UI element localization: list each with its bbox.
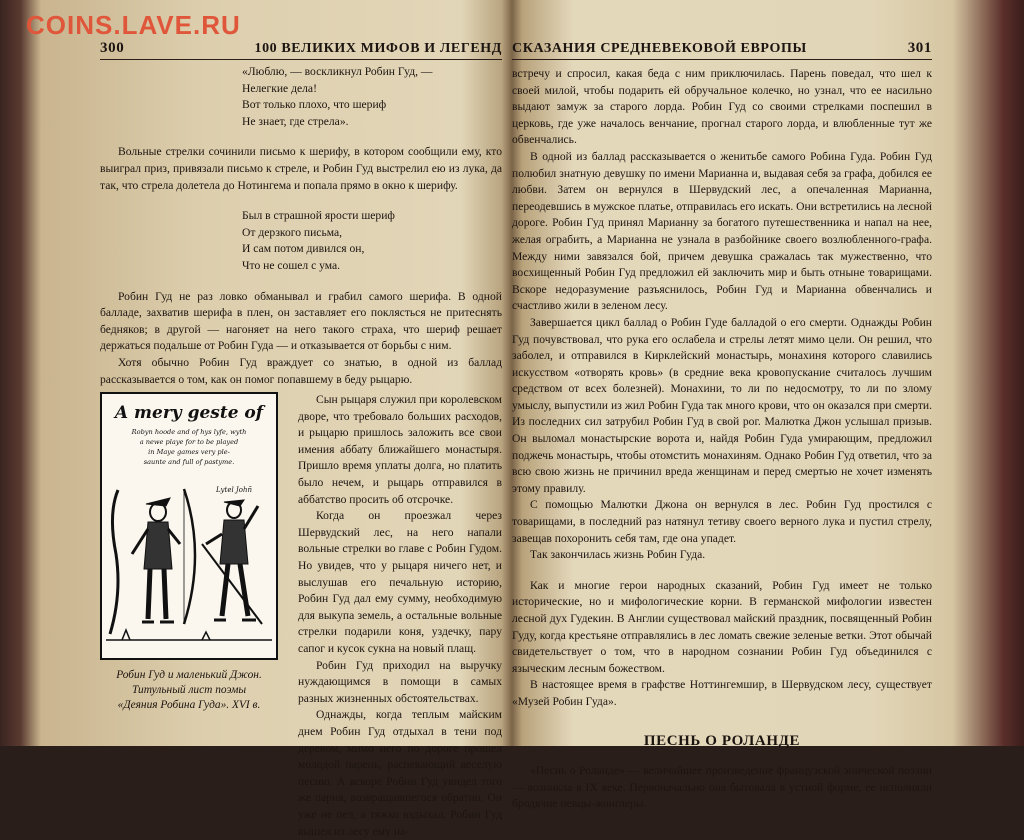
verse-line: И сам потом дивился он, — [242, 242, 365, 256]
paragraph: Так закончилась жизнь Робин Гуда. — [530, 548, 706, 562]
paragraph: В настоящее время в графстве Ноттингемшир, в Шервудском лесу, существует «Музей Робин Гуда». — [512, 678, 932, 708]
paragraph: Сын рыцаря служил при королевском дворе, что требовало больших расходов, и рыцарю пришлось заложить все свои имения аббату ближайшего монастыря. Пришло время уплаты долга, но платить было нечем, и рыцарь отправился в аббатство просить об отсрочке. — [298, 393, 502, 506]
side-column — [298, 392, 502, 840]
woodcut-line: a newe playe for to be played — [139, 438, 239, 447]
figure-label: Lytel Johñ — [216, 486, 252, 495]
woodcut-line: in Maye games very ple- — [148, 448, 230, 457]
verse-line: От дерзкого письма, — [242, 225, 343, 239]
woodcut-line: saunte and full of pastyme. — [143, 458, 235, 467]
ornament — [110, 490, 118, 634]
verse-line: Что не сошел с ума. — [242, 258, 341, 272]
paragraph: Хотя обычно Робин Гуд враждует со знатью, в одной из баллад рассказывается о том, как он помог попавшему в беду рыцарю. — [100, 355, 502, 386]
woodcut-image — [102, 394, 276, 658]
caption-line: Титульный лист поэмы — [131, 684, 247, 697]
verse-line: «Люблю, — воскликнул Робин Гуд, — — [242, 65, 433, 78]
paragraph: встречу и спросил, какая беда с ним приключилась. Парень поведал, что шел к своей милой, чтобы подарить ей обручальное колечко, но узнал, что ее насильно выдают замуж за старого лорда. Робин Гуд со своими стрелками поспешил в церковь, где уже началось венчание, прогнал старого лорда, и влюбленные тут же обвенчались. — [512, 67, 932, 147]
verse-line: Не знает, где стрела». — [242, 114, 349, 128]
left-page-header — [100, 40, 502, 60]
running-head: 100 ВЕЛИКИХ МИФОВ И ЛЕГЕНД — [254, 41, 502, 56]
verse-line: Нелегкие дела! — [242, 81, 317, 95]
caption-line: Робин Гуд и маленький Джон. — [116, 669, 262, 682]
paragraph: В одной из баллад рассказывается о женитьбе самого Робина Гуда. Робин Гуд полюбил знатную девушку по имени Марианна и, выдавая себя за графа, добился ее любви. Затем он вернулся в Шервудский лес, а опечаленная Марианна, переодевшись в мужское платье, отправилась его искать. Они встретились на лесной дороге. Робин Гуд принял Марианну за богатого путешественника и напал на нее, желая ограбить, а Марианна не узнала в разбойнике своего возлюбленного-графа. Между ними завязался бой, причем девушка сражалась так мужественно, что восхищенный Робин Гуд предложил ей заключить мир и быть отныне товарищами. Вскоре недоразумение разъяснилось, Робин Гуд и Марианна обвенчались и счастливо жили в зеленом лесу. — [512, 149, 932, 313]
woodcut-illustration — [100, 392, 278, 660]
illustration-column — [100, 392, 286, 840]
paragraph: С помощью Малютки Джона он вернулся в лес. Робин Гуд простился с товарищами, в последний раз натянул тетиву своего верного лука и пустил стрелу, завещав похоронить себя там, где она упадет. — [512, 498, 932, 545]
page-number: 300 — [100, 40, 125, 56]
paragraph: Как и многие герои народных сказаний, Робин Гуд имеет не только исторические, но и мифологические корни. В германской мифологии известен лесной дух Гудекин. В Англии существовал майский праздник, посвященный Робин Гуду, когда крестьяне отправлялись в лес ломать свежие зеленые ветки. Этот обычай свидетельствует о том, что в народном сознании Робин Гуд объединился с языческим лесным божеством. — [512, 578, 932, 675]
verse-block — [242, 64, 502, 130]
paragraph: Однажды, когда теплым майским днем Робин Гуд отдыхал в тени под деревом, мимо него по дороге прошел молодой парень, распевающий веселую песню. А вскоре Робин Гуд увидел того же парня, возвращавшегося обратно. Он уже не пел, а тяжко вздыхал. Робин Гуд вышел из лесу ему на- — [298, 708, 502, 838]
page-number: 301 — [907, 40, 932, 56]
little-john-figure — [202, 500, 262, 624]
paragraph: «Песнь о Роланде» — величайшее произведение французской эпической поэзии — возникла в IX веке. Первоначально она бытовала в устной форме, ее исполняли бродячие певцы-жонглеры. — [512, 764, 932, 811]
watermark: COINS.LAVE.RU — [26, 10, 241, 40]
paragraph: Робин Гуд приходил на выручку нуждающимся в помощи в самых разных жизненных обстоятельствах. — [298, 658, 502, 705]
woodcut-title: A mery geste of — [114, 403, 264, 424]
caption-line: «Деяния Робина Гуда». XVI в. — [117, 699, 261, 712]
verse-line: Вот только плохо, что шериф — [242, 98, 387, 112]
right-page — [512, 40, 932, 813]
woodcut-line: Robyn hoode and of hys lyfe, wyth — [131, 428, 247, 437]
verse-line: Был в страшной ярости шериф — [242, 209, 395, 223]
figure-caption — [100, 668, 278, 713]
left-page-body — [100, 64, 502, 840]
left-page — [100, 40, 502, 840]
paragraph: Когда он проезжал через Шервудский лес, на него напали вольные стрелки во главе с Робин Гудом. Но увидев, что у рыцаря ничего нет, и выслушав его печальную историю, Робин Гуд дал ему сумму, необходимую для выкупа земель, а остальные вольные стрелки подарили коня, уздечку, пару сапог и кусок сукна на новый плащ. — [298, 509, 502, 655]
verse-block — [242, 208, 502, 274]
illustration-row — [100, 392, 502, 840]
right-page-header — [512, 40, 932, 60]
running-head: СКАЗАНИЯ СРЕДНЕВЕКОВОЙ ЕВРОПЫ — [512, 41, 807, 56]
paragraph: Робин Гуд не раз ловко обманывал и грабил самого шерифа. В одной балладе, захватив шерифа в плен, он заставляет его поклясться не притеснять бедняков; в другой — нагоняет на него такого страха, что шериф решает держаться подальше от Робин Гуда — и отказывается от борьбы с ним. — [100, 289, 502, 353]
paragraph: Вольные стрелки сочинили письмо к шерифу, в котором сообщили ему, кто выиграл приз, привязали письмо к стреле, и Робин Гуд выстрелил ею из лука, да так, что стрела долетела до Нотингема и попала прямо в окно к шерифу. — [100, 145, 502, 192]
right-page-body — [512, 66, 932, 813]
section-heading: ПЕСНЬ О РОЛАНДЕ — [643, 732, 801, 749]
paragraph: Завершается цикл баллад о Робин Гуде балладой о его смерти. Однажды Робин Гуд почувствовал, что рука его ослабела и стрелы летят мимо цели. Он решил, что заболел, и отправился в Кирклейский монастырь, монахиня которого славились искусством «отворять кровь» (в средние века кровопускание считалось лучшим средством от всех болезней). Монахини, то ли по недосмотру, то ли по злому умыслу, выпустили из жил Робин Гуда так много крови, что он оказался при смерти. Из последних сил затрубил Робин Гуд в свой рог. Малютка Джон услышал призыв. Он выломал монастырские ворота и, найдя Робин Гуда умирающим, предложил поджечь монастырь, чтобы отомстить монахиням. Однако Робин Гуд ответил, что за всю свою жизнь не причинил вреда женщинам и перед смертью не хочет изменять этому правилу. — [512, 315, 932, 495]
robin-hood-figure — [132, 489, 195, 624]
